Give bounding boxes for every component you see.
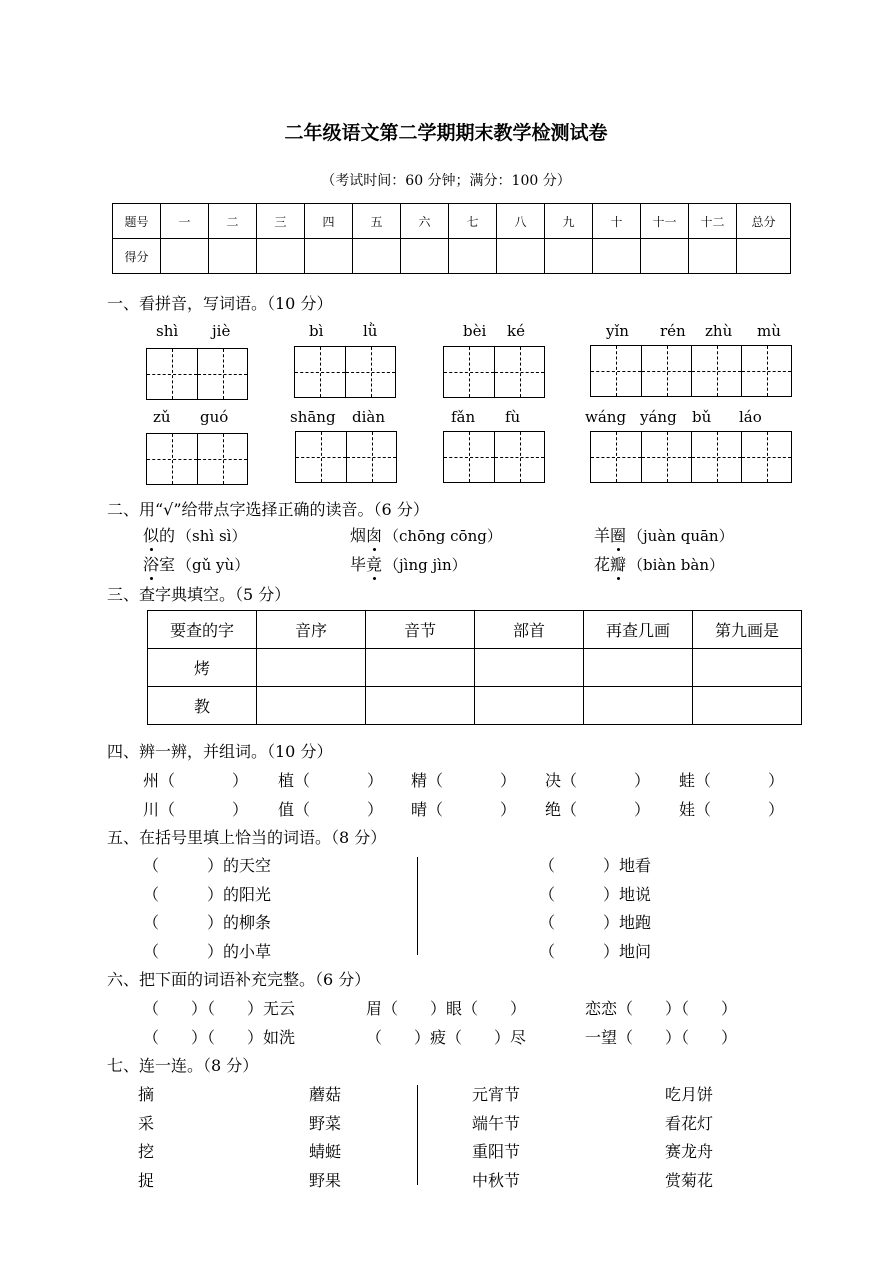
score-label-cell: 得分 xyxy=(113,239,161,274)
reading-item xyxy=(350,523,502,546)
writing-grid xyxy=(294,346,396,398)
idiom-blank: 恋恋（ ）（ ） xyxy=(585,999,738,1018)
score-header-cell: 十一 xyxy=(641,204,689,239)
score-header-cell: 题号 xyxy=(113,204,161,239)
reading-item xyxy=(350,552,467,575)
word-blank: ） xyxy=(232,800,249,819)
pinyin-label: yǐn xyxy=(606,322,629,340)
match-item: 蜻蜓 xyxy=(309,1142,342,1161)
score-header-cell: 六 xyxy=(401,204,449,239)
pinyin-label: bèi xyxy=(463,322,487,340)
word-blank: 植（ xyxy=(278,771,311,790)
score-blank-cell xyxy=(737,239,791,274)
pinyin-label: bì xyxy=(309,322,324,340)
grid-cell xyxy=(444,347,494,397)
word-blank: ） xyxy=(232,771,249,790)
score-blank-cell xyxy=(305,239,353,274)
match-item: 赏菊花 xyxy=(665,1170,714,1190)
exam-info: （考试时间：60 分钟；满分：100 分） xyxy=(321,173,571,189)
word-blank: ） xyxy=(768,800,785,819)
score-blank-cell xyxy=(209,239,257,274)
grid-cell xyxy=(741,432,791,482)
match-item: 重阳节 xyxy=(472,1142,521,1161)
dict-header-cell: 再查几画 xyxy=(584,611,693,649)
pinyin-label: shì xyxy=(156,322,179,340)
grid-cell xyxy=(641,346,691,396)
pinyin-options: （juàn quān） xyxy=(628,527,734,545)
score-header-cell: 总分 xyxy=(737,204,791,239)
score-header-cell: 十 xyxy=(593,204,641,239)
writing-grid xyxy=(146,348,248,400)
grid-cell xyxy=(197,434,247,484)
page-title: 二年级语文第二学期期末教学检测试卷 xyxy=(284,122,608,144)
writing-grid xyxy=(295,431,397,483)
word-part: 花 xyxy=(594,555,611,574)
match-item: 蘑菇 xyxy=(309,1085,342,1104)
score-blank-cell xyxy=(497,239,545,274)
pinyin-options: （jìng jìn） xyxy=(384,556,467,574)
dict-blank-cell xyxy=(257,649,366,687)
dotted-character: 瓣 xyxy=(610,552,626,575)
pinyin-label: lǜ xyxy=(363,322,378,340)
score-header-cell: 四 xyxy=(305,204,353,239)
dotted-character: 圈 xyxy=(610,523,626,546)
grid-cell xyxy=(147,434,197,484)
writing-grid xyxy=(590,431,792,483)
score-blank-cell xyxy=(689,239,737,274)
score-blank-cell xyxy=(545,239,593,274)
word-blank: 蛙（ xyxy=(679,771,712,790)
grid-cell xyxy=(444,432,494,482)
dictionary-table xyxy=(147,610,802,725)
word-part: 的 xyxy=(159,526,176,545)
idiom-blank: （ ）疲（ ）尽 xyxy=(366,1028,527,1047)
fill-blank-right: （ ）地跑 xyxy=(539,913,652,932)
word-blank: 晴（ xyxy=(411,800,444,819)
word-part: 毕 xyxy=(350,555,367,574)
word-blank: 州（ xyxy=(143,771,176,790)
pinyin-options: （biàn bàn） xyxy=(628,556,725,574)
pinyin-label: zǔ xyxy=(153,408,171,426)
section-4-heading: 四、辨一辨，并组词。（10 分） xyxy=(107,742,333,761)
score-blank-cell xyxy=(593,239,641,274)
section-7-heading: 七、连一连。（8 分） xyxy=(107,1056,259,1075)
fill-blank-right: （ ）地看 xyxy=(539,856,652,875)
section-2-heading: 二、用“√”给带点字选择正确的读音。（6 分） xyxy=(107,500,429,519)
dotted-character: 浴 xyxy=(143,552,159,575)
pinyin-options: （chōng cōng） xyxy=(384,527,502,545)
match-item: 看花灯 xyxy=(665,1113,714,1133)
score-blank-cell xyxy=(449,239,497,274)
word-blank: ） xyxy=(634,771,651,790)
pinyin-label: yáng xyxy=(640,408,677,426)
pinyin-label: shāng xyxy=(290,408,336,426)
dotted-character: 囱 xyxy=(366,523,382,546)
word-blank: ） xyxy=(768,771,785,790)
score-blank-cell xyxy=(353,239,401,274)
word-blank: ） xyxy=(500,800,517,819)
score-header-cell: 七 xyxy=(449,204,497,239)
score-blank-cell xyxy=(161,239,209,274)
word-blank: ） xyxy=(367,800,384,819)
score-header-cell: 五 xyxy=(353,204,401,239)
dict-blank-cell xyxy=(366,687,475,725)
grid-cell xyxy=(147,349,197,399)
pinyin-label: ké xyxy=(507,322,525,340)
fill-blank-left: （ ）的天空 xyxy=(143,856,272,875)
idiom-blank: （ ）（ ）如洗 xyxy=(143,1028,296,1047)
match-item: 挖 xyxy=(138,1142,155,1161)
section-3-heading: 三、查字典填空。（5 分） xyxy=(107,585,291,604)
dict-blank-cell xyxy=(257,687,366,725)
grid-cell xyxy=(741,346,791,396)
section-5-heading: 五、在括号里填上恰当的词语。（8 分） xyxy=(107,828,387,847)
divider-line xyxy=(417,857,418,955)
grid-cell xyxy=(691,432,741,482)
pinyin-label: bǔ xyxy=(692,408,712,426)
grid-cell xyxy=(591,346,641,396)
dict-blank-cell xyxy=(475,649,584,687)
fill-blank-right: （ ）地说 xyxy=(539,884,652,904)
dict-blank-cell xyxy=(366,649,475,687)
idiom-blank: 一望（ ）（ ） xyxy=(585,1028,738,1047)
match-item: 摘 xyxy=(138,1085,155,1104)
fill-blank-left: （ ）的阳光 xyxy=(143,884,272,904)
idiom-blank: 眉（ ）眼（ ） xyxy=(366,999,527,1018)
grid-cell xyxy=(296,432,346,482)
fill-blank-left: （ ）的小草 xyxy=(143,941,272,961)
match-item: 野果 xyxy=(309,1170,342,1190)
pinyin-label: jiè xyxy=(212,322,231,340)
dict-blank-cell xyxy=(693,649,802,687)
score-blank-cell xyxy=(257,239,305,274)
word-blank: 绝（ xyxy=(545,800,578,819)
word-part: 室 xyxy=(159,555,176,574)
writing-grid xyxy=(590,345,792,397)
match-item: 赛龙舟 xyxy=(665,1142,714,1161)
dict-header-cell: 音序 xyxy=(257,611,366,649)
word-blank: 值（ xyxy=(278,800,311,819)
grid-cell xyxy=(346,432,396,482)
writing-grid xyxy=(443,346,545,398)
match-item: 元宵节 xyxy=(472,1085,521,1104)
score-header-cell: 二 xyxy=(209,204,257,239)
idiom-blank: （ ）（ ）无云 xyxy=(143,999,296,1018)
grid-cell xyxy=(494,347,544,397)
writing-grid xyxy=(443,431,545,483)
score-header-cell: 一 xyxy=(161,204,209,239)
score-header-cell: 八 xyxy=(497,204,545,239)
word-part: 羊 xyxy=(594,526,611,545)
pinyin-options: （gǔ yù） xyxy=(177,556,250,574)
word-blank: ） xyxy=(634,800,651,819)
word-blank: 川（ xyxy=(143,800,176,819)
dict-header-cell: 第九画是 xyxy=(693,611,802,649)
pinyin-label: fǎn xyxy=(451,408,476,426)
pinyin-label: zhù xyxy=(705,322,733,340)
word-blank: 精（ xyxy=(411,771,444,790)
word-blank: ） xyxy=(500,771,517,790)
dotted-character: 似 xyxy=(143,523,159,546)
match-item: 捉 xyxy=(138,1170,155,1190)
grid-cell xyxy=(691,346,741,396)
writing-grid xyxy=(146,433,248,485)
score-blank-cell xyxy=(401,239,449,274)
match-item: 吃月饼 xyxy=(665,1085,714,1104)
reading-item xyxy=(594,552,724,575)
section-6-heading: 六、把下面的词语补充完整。（6 分） xyxy=(107,970,371,989)
match-item: 端午节 xyxy=(472,1113,521,1133)
match-item: 野菜 xyxy=(309,1113,342,1133)
pinyin-options: （shì sì） xyxy=(177,527,247,545)
grid-cell xyxy=(345,347,395,397)
pinyin-label: rén xyxy=(660,322,686,340)
dict-header-cell: 音节 xyxy=(366,611,475,649)
grid-cell xyxy=(591,432,641,482)
pinyin-label: mù xyxy=(757,322,781,340)
word-blank: ） xyxy=(367,771,384,790)
reading-item xyxy=(143,552,249,575)
dict-header-cell: 要查的字 xyxy=(148,611,257,649)
dict-character: 烤 xyxy=(148,649,257,687)
reading-item xyxy=(594,523,734,546)
score-table xyxy=(112,203,791,274)
word-blank: 决（ xyxy=(545,771,578,790)
fill-blank-left: （ ）的柳条 xyxy=(143,913,272,932)
dotted-character: 竟 xyxy=(366,552,382,575)
divider-line xyxy=(417,1085,418,1185)
dict-character: 教 xyxy=(148,687,257,725)
score-blank-cell xyxy=(641,239,689,274)
dict-blank-cell xyxy=(584,649,693,687)
section-1-heading: 一、看拼音，写词语。（10 分） xyxy=(107,294,333,313)
score-header-cell: 九 xyxy=(545,204,593,239)
grid-cell xyxy=(197,349,247,399)
fill-blank-right: （ ）地问 xyxy=(539,941,652,961)
reading-item xyxy=(143,523,246,546)
match-item: 中秋节 xyxy=(472,1170,521,1190)
dict-blank-cell xyxy=(584,687,693,725)
dict-header-cell: 部首 xyxy=(475,611,584,649)
grid-cell xyxy=(295,347,345,397)
pinyin-label: diàn xyxy=(352,408,386,426)
word-part: 烟 xyxy=(350,526,367,545)
word-blank: 娃（ xyxy=(679,800,712,819)
pinyin-label: láo xyxy=(739,408,762,426)
score-header-cell: 十二 xyxy=(689,204,737,239)
grid-cell xyxy=(494,432,544,482)
dict-blank-cell xyxy=(693,687,802,725)
pinyin-label: wáng xyxy=(585,408,627,426)
pinyin-label: guó xyxy=(200,408,229,426)
score-header-cell: 三 xyxy=(257,204,305,239)
dict-blank-cell xyxy=(475,687,584,725)
match-item: 采 xyxy=(138,1113,155,1133)
pinyin-label: fù xyxy=(505,408,521,426)
grid-cell xyxy=(641,432,691,482)
